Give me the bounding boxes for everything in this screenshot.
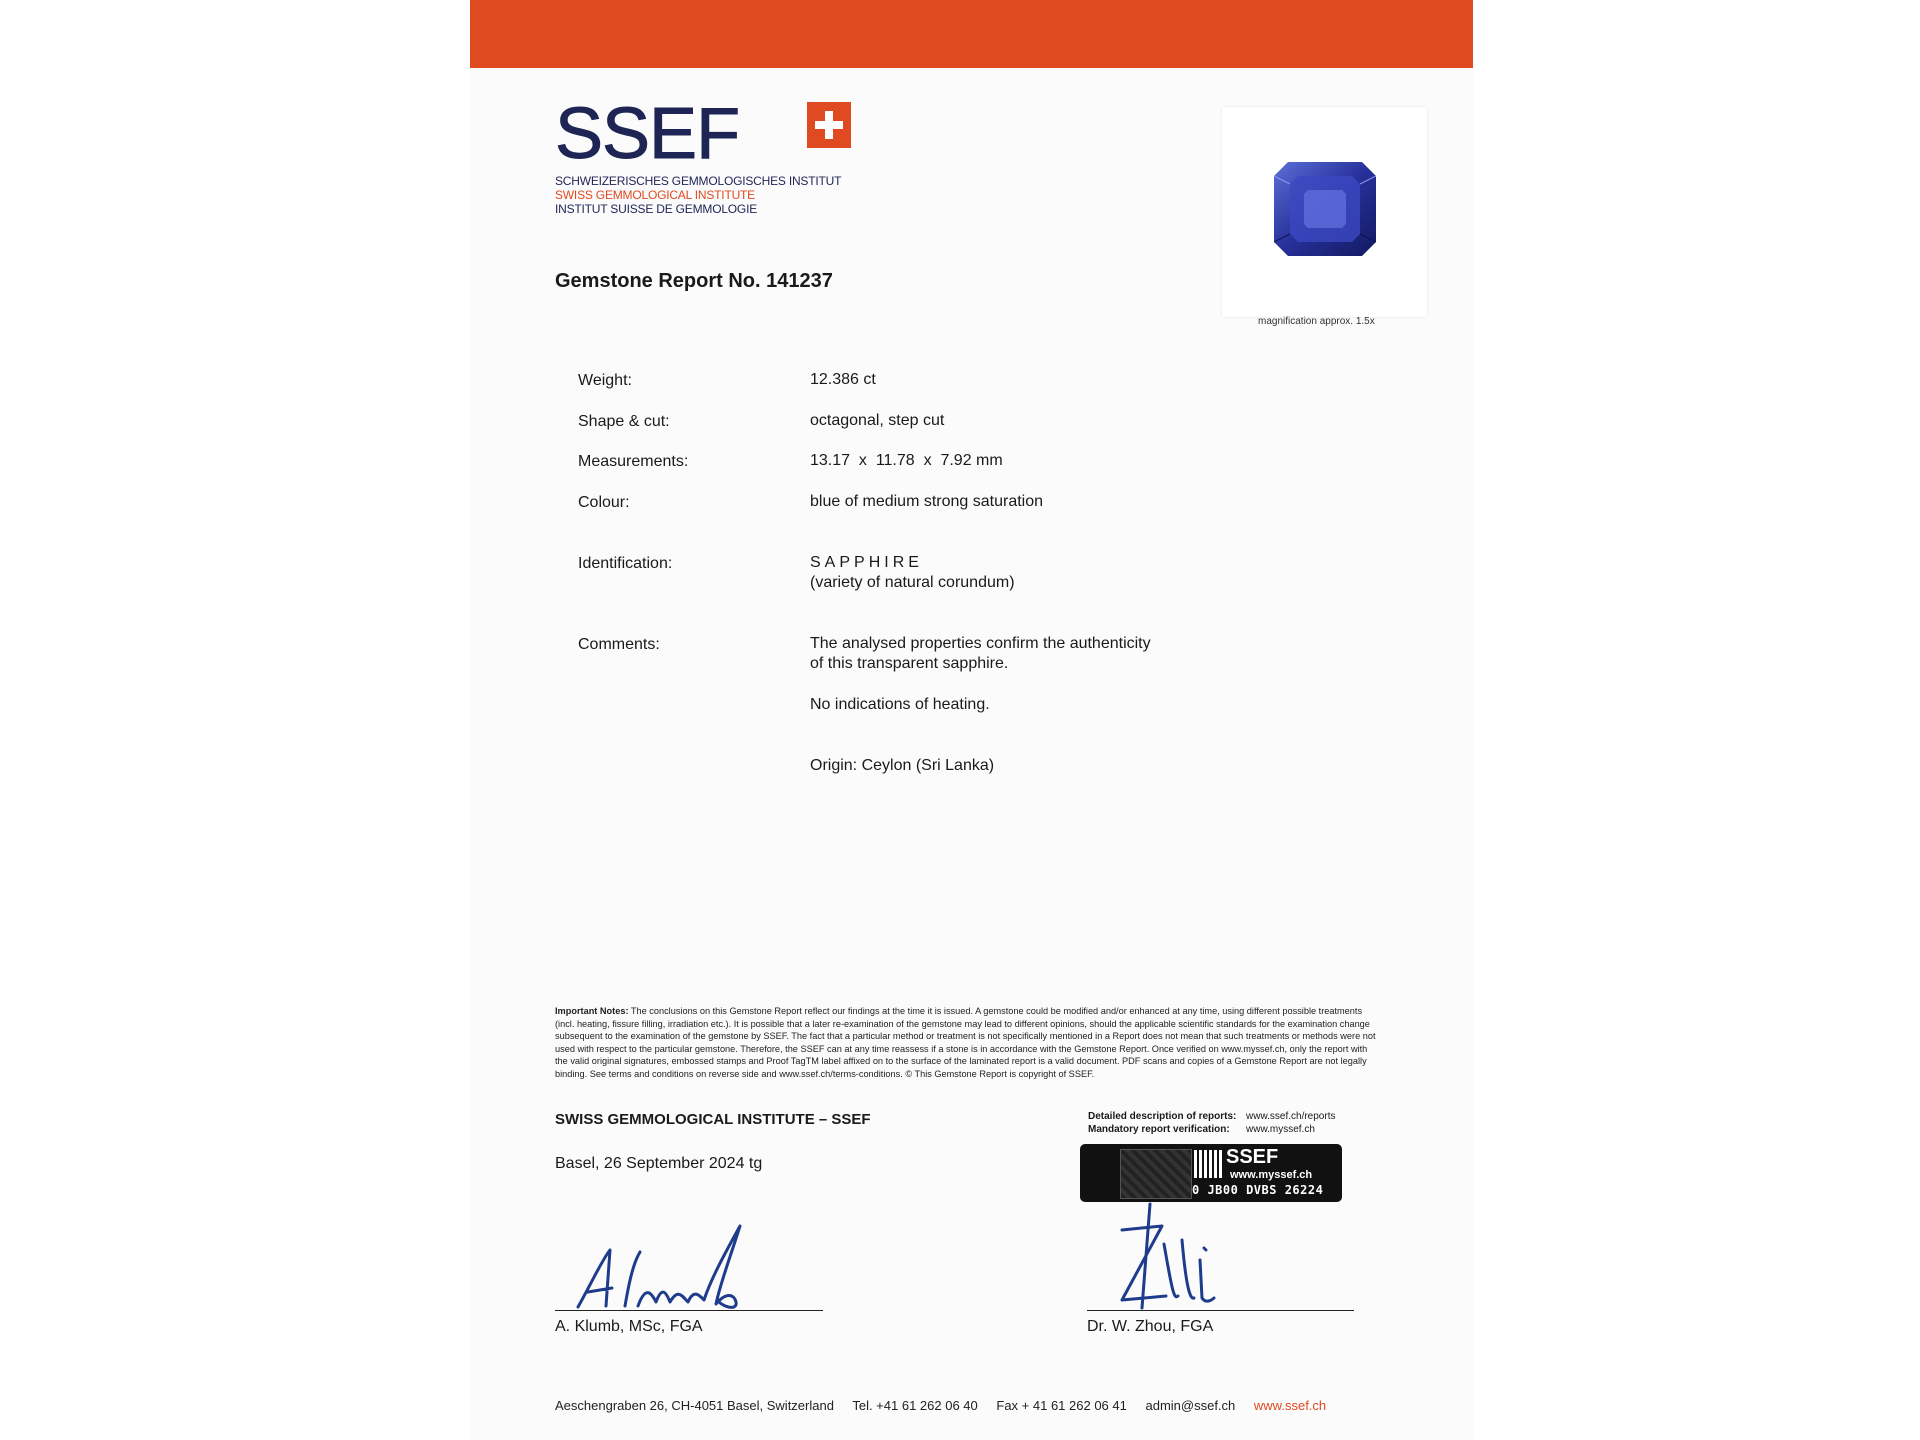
- qr-code-icon: [1194, 1150, 1222, 1178]
- orange-header-bar: [470, 0, 1473, 68]
- signature-left: [570, 1222, 770, 1312]
- signature-right: [1102, 1200, 1242, 1312]
- verify-label: Mandatory report verification:: [1088, 1124, 1230, 1135]
- colour-label: Colour:: [578, 494, 630, 511]
- gemstone-photo: [1222, 107, 1427, 317]
- proof-tag-label: [1080, 1144, 1342, 1202]
- signatory-right: Dr. W. Zhou, FGA: [1087, 1318, 1214, 1335]
- hologram-icon: [1120, 1149, 1192, 1199]
- shape-value: octagonal, step cut: [810, 412, 945, 429]
- report-title: Gemstone Report No. 141237: [555, 270, 833, 292]
- desc-label: Detailed description of reports:: [1088, 1111, 1237, 1122]
- magnification-caption: magnification approx. 1.5x: [1258, 316, 1375, 327]
- sapphire-image: [1274, 162, 1376, 256]
- ssef-logo: [555, 94, 842, 216]
- origin-value: Origin: Ceylon (Sri Lanka): [810, 757, 995, 774]
- comments-label: Comments:: [578, 636, 660, 653]
- weight-value: 12.386 ct: [810, 371, 876, 388]
- institute-name-fr: INSTITUT SUISSE DE GEMMOLOGIE: [555, 202, 758, 216]
- footer-tel: Tel. +41 61 262 06 40: [852, 1398, 978, 1413]
- verify-url[interactable]: www.myssef.ch: [1246, 1124, 1315, 1135]
- signature-line-left: [555, 1310, 823, 1311]
- institute-name-en: SWISS GEMMOLOGICAL INSTITUTE: [555, 188, 755, 202]
- tag-brand: SSEF: [1226, 1146, 1279, 1168]
- important-notes: [555, 1005, 1378, 1081]
- verification-details: [1088, 1110, 1335, 1136]
- identification-label: Identification:: [578, 555, 673, 572]
- footer-address: Aeschengraben 26, CH-4051 Basel, Switzerland: [555, 1398, 834, 1413]
- shape-label: Shape & cut:: [578, 413, 670, 430]
- notes-text: The conclusions on this Gemstone Report reflect our findings at the time it is issued. A gemstone could be modified and/or enhanced at any time, using different possible treatments (incl. heating, fissure filling, irradiation etc.). It is possible that a later re-examination of the gemstone may lead to different opinions, should the applicable scientific standards for the examination change subsequent to the examination of the gemstone by SSEF. The fact that a particular method or treatment is not specifically mentioned in a Report does not mean that such treatments or methods were not used with respect to the particular gemstone. Therefore, the SSEF can at any time reassess if a stone is in accordance with the Gemstone Report. Once verified on www.myssef.ch, only the report with the valid original signatures, embossed stamps and Proof TagTM label affixed on to the surface of the laminated report is a valid document. PDF scans and copies of a Gemstone Report are not legally binding. See terms and conditions on reverse side and www.ssef.ch/terms-conditions. © This Gemstone Report is copyright of SSEF.: [555, 1006, 1376, 1079]
- footer-website[interactable]: www.ssef.ch: [1253, 1398, 1327, 1413]
- footer-email[interactable]: admin@ssef.ch: [1145, 1398, 1236, 1413]
- signature-line-right: [1087, 1310, 1354, 1311]
- identification-value: SAPPHIRE: [810, 554, 923, 571]
- notes-label: Important Notes:: [555, 1006, 629, 1016]
- tag-url: www.myssef.ch: [1230, 1169, 1313, 1181]
- report-page: [470, 0, 1473, 1440]
- weight-label: Weight:: [578, 372, 632, 389]
- measurements-value: 13.17 x 11.78 x 7.92 mm: [810, 452, 1003, 469]
- comment-authenticity-line2: of this transparent sapphire.: [810, 655, 1009, 672]
- comment-heating: No indications of heating.: [810, 696, 990, 713]
- issuer-name: SWISS GEMMOLOGICAL INSTITUTE – SSEF: [555, 1111, 871, 1128]
- footer-fax: Fax + 41 61 262 06 41: [996, 1398, 1127, 1413]
- institute-name-de: SCHWEIZERISCHES GEMMOLOGISCHES INSTITUT: [555, 174, 842, 188]
- colour-value: blue of medium strong saturation: [810, 493, 1044, 510]
- swiss-cross-icon: [807, 102, 851, 148]
- identification-note: (variety of natural corundum): [810, 574, 1015, 591]
- desc-url[interactable]: www.ssef.ch/reports: [1246, 1111, 1336, 1122]
- footer: [555, 1398, 1326, 1413]
- place-date: Basel, 26 September 2024 tg: [555, 1155, 763, 1172]
- measurements-label: Measurements:: [578, 453, 689, 470]
- logo-wordmark: SSEF: [555, 94, 740, 174]
- signatory-left: A. Klumb, MSc, FGA: [555, 1318, 703, 1335]
- tag-code: 0 JB00 DVBS 26224: [1192, 1183, 1324, 1197]
- comment-authenticity-line1: The analysed properties confirm the authenticity: [810, 635, 1151, 652]
